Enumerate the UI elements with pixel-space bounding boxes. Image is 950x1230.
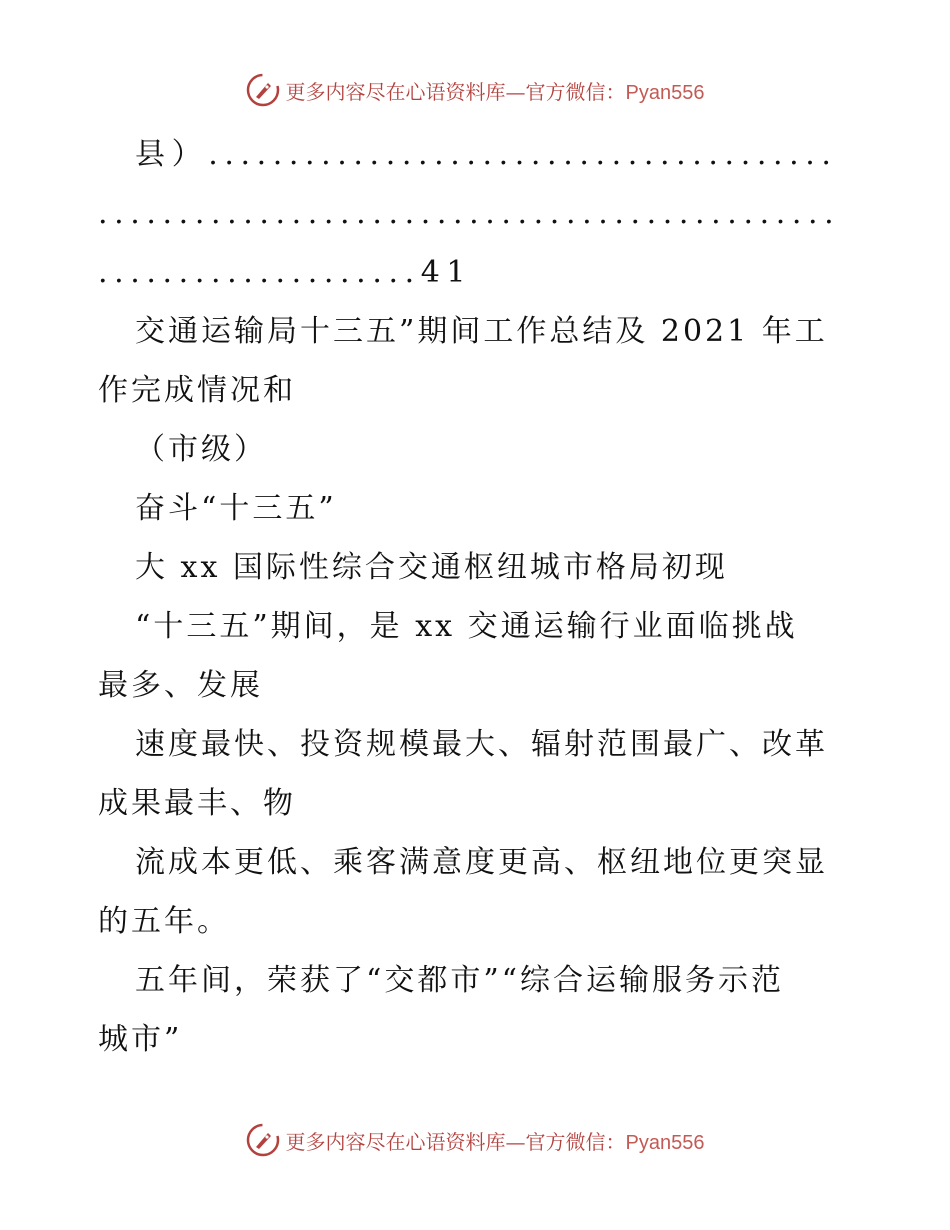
heading-line: 奋斗“十三五”: [135, 491, 337, 526]
header-watermark: [0, 70, 950, 110]
paragraph-line: “十三五”期间，是 xx 交通运输行业面临挑战: [135, 609, 798, 644]
watermark-wechat-id: Pyan556: [625, 81, 705, 104]
footer-watermark: [0, 1120, 950, 1160]
paragraph-line: 的五年。: [98, 904, 230, 939]
section-level-line: （市级）: [135, 432, 267, 467]
paragraph-line: 城市”: [98, 1022, 183, 1057]
section-title-line: 作完成情况和: [98, 373, 296, 408]
watermark-label: 更多内容尽在心语资料库—官方微信：: [285, 79, 626, 104]
pen-nib-logo-icon: [246, 73, 280, 107]
paragraph-line: 最多、发展: [98, 668, 263, 703]
section-title-line: 交通运输局十三五”期间工作总结及 2021 年工: [135, 314, 828, 349]
document-body: [98, 125, 858, 1069]
watermark-text: [286, 1126, 705, 1155]
toc-dotted-line: 县）.......................................: [135, 137, 838, 172]
watermark-text: [286, 76, 705, 105]
toc-dotted-line-page-number: ....................41: [98, 255, 473, 290]
watermark-label: 更多内容尽在心语资料库—官方微信：: [285, 1129, 626, 1154]
watermark-wechat-id: Pyan556: [625, 1131, 705, 1154]
paragraph-line: 速度最快、投资规模最大、辐射范围最广、改革: [135, 727, 828, 762]
paragraph-line: 流成本更低、乘客满意度更高、枢纽地位更突显: [135, 845, 828, 880]
heading-line: 大 xx 国际性综合交通枢纽城市格局初现: [135, 550, 728, 585]
toc-dotted-line: ..............................................: [98, 196, 841, 231]
paragraph-line: 五年间，荣获了“交都市”“综合运输服务示范: [135, 963, 785, 998]
paragraph-line: 成果最丰、物: [98, 786, 296, 821]
pen-nib-logo-icon: [246, 1123, 280, 1157]
